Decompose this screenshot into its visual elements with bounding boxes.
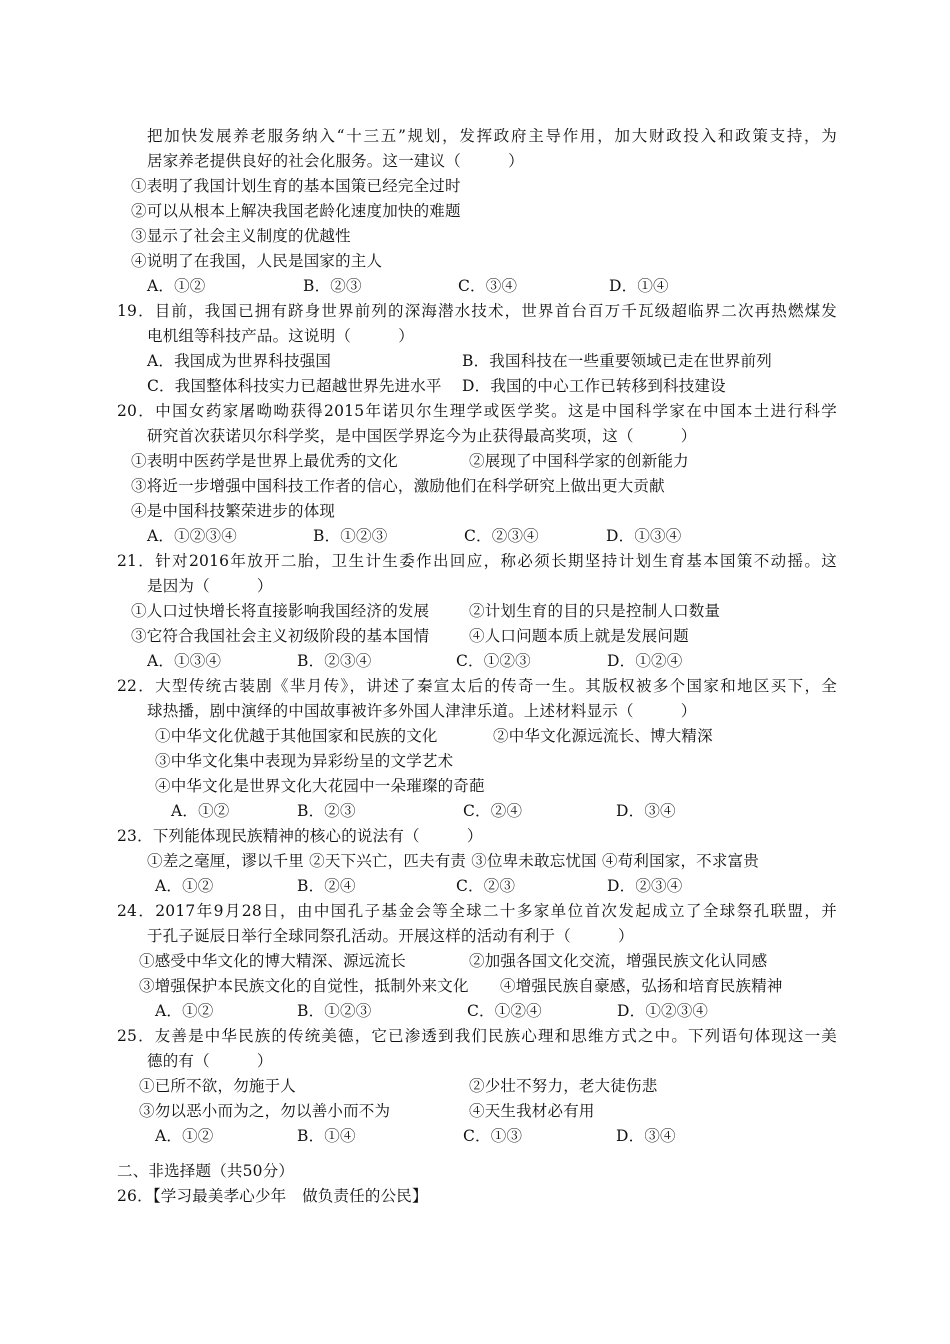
q23-stem: 23．下列能体现民族精神的核心的说法有（ ）: [117, 827, 483, 845]
q18-choices: [147, 276, 669, 296]
q24-stem-line-2: 于孔子诞辰日举行全球同祭孔活动。开展这样的活动有利于（ ）: [147, 927, 634, 945]
q18-choice-c: C．③④: [458, 277, 518, 295]
q25-item-1: ①已所不欲，勿施于人: [139, 1077, 297, 1095]
q25-choice-b: B．①④: [297, 1127, 356, 1145]
q24-items-row-2: [139, 976, 783, 996]
q25-item-3: ③勿以恶小而为之，勿以善小而不为: [139, 1102, 391, 1120]
q24-item-2: ②加强各国文化交流，增强民族文化认同感: [469, 952, 768, 970]
q21-item-3: ③它符合我国社会主义初级阶段的基本国情: [131, 627, 430, 645]
q25-choice-a: A．①②: [155, 1127, 214, 1145]
q20-choices: [147, 526, 681, 546]
q18-choice-b: B．②③: [303, 277, 362, 295]
q19-stem-line-1: 19．目前，我国已拥有跻身世界前列的深海潜水技术，世界首台百万千瓦级超临界二次再热燃煤发: [117, 302, 837, 320]
q21-choice-a: A．①③④: [147, 652, 222, 670]
q22-item-4: ④中华文化是世界文化大花园中一朵璀璨的奇葩: [155, 777, 485, 795]
q21-item-2: ②计划生育的目的只是控制人口数量: [469, 602, 721, 620]
q24-items-row-1: [139, 951, 767, 971]
q21-items-row-1: [131, 601, 720, 621]
q20-choice-c: C．②③④: [464, 527, 539, 545]
q26-title: 26．【学习最美孝心少年 做负责任的公民】: [117, 1187, 428, 1205]
section-heading: 二、非选择题（共50分）: [117, 1162, 295, 1180]
q25-items-row-1: [139, 1076, 657, 1096]
q22-choice-b: B．②③: [297, 802, 356, 820]
q24-stem-line-1: 24．2017年9月28日，由中国孔子基金会等全球二十多家单位首次发起成立了全球祭孔联盟，并: [117, 902, 837, 920]
q24-choice-a: A．①②: [155, 1002, 214, 1020]
q18-item-1: ①表明了我国计划生育的基本国策已经完全过时: [131, 177, 461, 195]
q25-item-2: ②少壮不努力，老大徒伤悲: [469, 1077, 658, 1095]
q25-choices: [155, 1126, 676, 1146]
q23-choice-c: C．②③: [456, 877, 516, 895]
q20-choice-a: A．①②③④: [147, 527, 237, 545]
q20-choice-b: B．①②③: [313, 527, 388, 545]
q25-choice-c: C．①③: [463, 1127, 523, 1145]
q23-items: ①差之毫厘，谬以千里 ②天下兴亡，匹夫有责 ③位卑未敢忘忧国 ④苟利国家，不求富贵: [147, 852, 759, 870]
q20-item-2: ②展现了中国科学家的创新能力: [469, 452, 689, 470]
q20-stem-line-1: 20．中国女药家屠呦呦获得2015年诺贝尔生理学或医学奖。这是中国科学家在中国本土进行科学: [117, 402, 837, 420]
q25-stem-line-2: 德的有（ ）: [147, 1052, 273, 1070]
q19-choice-a: A．我国成为世界科技强国: [147, 352, 332, 370]
q22-item-3: ③中华文化集中表现为异彩纷呈的文学艺术: [155, 752, 454, 770]
q19-choices-row-2: [147, 376, 726, 396]
q24-item-4: ④增强民族自豪感，弘扬和培育民族精神: [500, 977, 783, 995]
q24-choice-b: B．①②③: [297, 1002, 372, 1020]
q18-stem-line-1: 把加快发展养老服务纳入“十三五”规划，发挥政府主导作用，加大财政投入和政策支持，为: [147, 127, 837, 145]
q24-item-1: ①感受中华文化的博大精深、源远流长: [139, 952, 406, 970]
q19-choice-c: C．我国整体科技实力已超越世界先进水平: [147, 377, 442, 395]
q24-choice-c: C．①②④: [467, 1002, 542, 1020]
q20-item-3: ③将近一步增强中国科技工作者的信心，激励他们在科学研究上做出更大贡献: [131, 477, 665, 495]
q19-choice-d: D．我国的中心工作已转移到科技建设: [462, 377, 726, 395]
q23-choices: [155, 876, 682, 896]
q18-choice-d: D．①④: [609, 277, 669, 295]
q24-item-3: ③增强保护本民族文化的自觉性，抵制外来文化: [139, 977, 469, 995]
q25-item-4: ④天生我材必有用: [469, 1102, 595, 1120]
q23-choice-a: A．①②: [155, 877, 214, 895]
q22-choice-a: A．①②: [171, 802, 230, 820]
q20-choice-d: D．①③④: [606, 527, 682, 545]
q21-item-1: ①人口过快增长将直接影响我国经济的发展: [131, 602, 430, 620]
q23-choice-d: D．②③④: [607, 877, 683, 895]
q18-stem-line-2: 居家养老提供良好的社会化服务。这一建议（ ）: [147, 152, 524, 170]
q18-item-3: ③显示了社会主义制度的优越性: [131, 227, 351, 245]
q24-choices: [155, 1001, 708, 1021]
q22-choices: [171, 801, 676, 821]
q21-choice-d: D．①②④: [607, 652, 683, 670]
q24-choice-d: D．①②③④: [617, 1002, 709, 1020]
q22-item-2: ②中华文化源远流长、博大精深: [493, 727, 713, 745]
q21-item-4: ④人口问题本质上就是发展问题: [469, 627, 689, 645]
q18-item-2: ②可以从根本上解决我国老龄化速度加快的难题: [131, 202, 461, 220]
q21-choices: [147, 651, 682, 671]
q22-items-row-1: [155, 726, 713, 746]
q22-choice-c: C．②④: [463, 802, 523, 820]
q21-stem-line-1: 21．针对2016年放开二胎，卫生计生委作出回应，称必须长期坚持计划生育基本国策不动摇。这: [117, 552, 837, 570]
q25-stem-line-1: 25．友善是中华民族的传统美德，它已渗透到我们民族心理和思维方式之中。下列语句体现这一美: [117, 1027, 837, 1045]
q20-items-row-1: [131, 451, 689, 471]
q20-item-4: ④是中国科技繁荣进步的体现: [131, 502, 336, 520]
q20-item-1: ①表明中医药学是世界上最优秀的文化: [131, 452, 398, 470]
q21-items-row-2: [131, 626, 689, 646]
q22-choice-d: D．③④: [616, 802, 676, 820]
q19-stem-line-2: 电机组等科技产品。这说明（ ）: [147, 327, 414, 345]
q21-choice-b: B．②③④: [297, 652, 372, 670]
q23-choice-b: B．②④: [297, 877, 356, 895]
q18-item-4: ④说明了在我国，人民是国家的主人: [131, 252, 383, 270]
q22-stem-line-2: 球热播，剧中演绎的中国故事被许多外国人津津乐道。上述材料显示（ ）: [147, 702, 697, 720]
q25-choice-d: D．③④: [616, 1127, 676, 1145]
q19-choice-b: B．我国科技在一些重要领域已走在世界前列: [462, 352, 772, 370]
q25-items-row-2: [139, 1101, 595, 1121]
q19-choices-row-1: [147, 351, 772, 371]
q22-stem-line-1: 22．大型传统古装剧《芈月传》，讲述了秦宣太后的传奇一生。其版权被多个国家和地区买下，全: [117, 677, 837, 695]
q20-stem-line-2: 研究首次获诺贝尔科学奖，是中国医学界迄今为止获得最高奖项，这（ ）: [147, 427, 697, 445]
q21-choice-c: C．①②③: [456, 652, 531, 670]
q21-stem-line-2: 是因为（ ）: [147, 577, 273, 595]
q18-choice-a: A．①②: [147, 277, 206, 295]
q22-item-1: ①中华文化优越于其他国家和民族的文化: [155, 727, 438, 745]
